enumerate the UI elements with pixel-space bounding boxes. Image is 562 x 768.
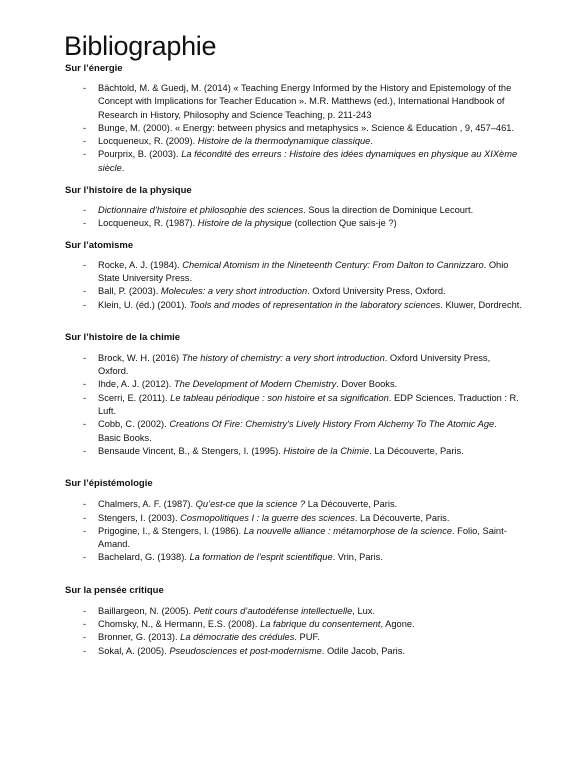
reference-list — [65, 259, 522, 312]
ref-text: Stengers, I. (2003). — [98, 512, 181, 523]
ref-title: Histoire de la thermodynamique classique — [197, 136, 371, 147]
section-pensee-critique — [65, 584, 522, 658]
ref-text: Ihde, A. J. (2012). — [98, 379, 174, 390]
reference-item: - Brock, W. H. (2016) The history of chemistry: a very short introduction. Oxford University Press, Oxford. — [83, 352, 491, 377]
section-heading: Sur l’histoire de la chimie — [65, 331, 181, 343]
ref-title: Dictionnaire d’histoire et philosophie des sciences — [98, 205, 304, 216]
ref-title: La fabrique du consentement — [260, 619, 381, 630]
ref-title: La démocratie des crédules — [180, 632, 295, 643]
reference-item: - Stengers, I. (2003). Cosmopolitiques I : la guerre des sciences. La Découverte, Paris. — [83, 512, 450, 523]
page-title: Bibliographie — [64, 31, 217, 61]
ref-text-end: . Oxford University Press, Oxford. — [98, 352, 491, 377]
ref-title: Pseudosciences et post-modernisme — [169, 645, 322, 656]
ref-text-end: . Ohio State University Press. — [98, 259, 509, 283]
reference-item: - Locqueneux, R. (1987). Histoire de la physique (collection Que sais-je ?) — [83, 218, 397, 229]
ref-text-end: . Vrin, Paris. — [332, 552, 383, 563]
reference-item: - Bachelard, G. (1938). La formation de l’esprit scientifique. Vrin, Paris. — [83, 552, 383, 563]
ref-text: Cobb, C. (2002). — [98, 419, 170, 430]
reference-item: - Pourprix, B. (2003). La fécondité des erreurs : Histoire des idées dynamiques en physique au XIXème siècle. — [83, 149, 518, 173]
reference-item: - Prigogine, I., & Stengers, I. (1986). La nouvelle alliance : métamorphose de la science. Folio, Saint-Amand. — [83, 525, 507, 550]
ref-text: Bensaude Vincent, B., & Stengers, I. (1995). — [98, 445, 284, 456]
reference-item: - Rocke, A. J. (1984). Chemical Atomism in the Nineteenth Century: From Dalton to Cannizzaro. Ohio State University Press. — [83, 259, 509, 283]
ref-text-end: . Dover Books. — [336, 379, 398, 390]
reference-item: - Locqueneux, R. (2009). Histoire de la thermodynamique classique. — [83, 136, 373, 147]
ref-text: Sokal, A. (2005). — [98, 645, 170, 656]
reference-list — [65, 498, 522, 564]
ref-text: Bachelard, G. (1938). — [98, 552, 190, 563]
ref-text-end: (collection Que sais-je ?) — [291, 218, 397, 229]
reference-item: - Cobb, C. (2002). Creations Of Fire: Chemistry's Lively History From Alchemy To The Atomic Age. Basic Books. — [83, 419, 497, 443]
reference-item: - Klein, U. (éd.) (2001). Tools and modes of representation in the laboratory sciences. Kluwer, Dordrecht. — [83, 299, 522, 310]
ref-text: Locqueneux, R. (2009). — [98, 136, 198, 147]
ref-text-end: . Folio, Saint-Amand. — [98, 525, 507, 550]
ref-text-end: . Kluwer, Dordrecht. — [440, 299, 522, 310]
section-heading: Sur l’histoire de la physique — [65, 185, 192, 197]
reference-item: - Bächtold, M. & Guedj, M. (2014) « Teaching Energy Informed by the History and Epistemology of the Concept with Implications for Teacher Education ». M.R. Matthews (ed.), International Handbook of Research in History, Philosophy and Science Teaching, p. 211-243 — [83, 83, 512, 120]
section-histoire-chimie — [65, 331, 522, 458]
ref-text-end: . EDP Sciences. Traduction : R. Luft. — [98, 392, 519, 417]
ref-title: Molecules: a very short introduction — [160, 286, 308, 297]
ref-text-end: . Oxford University Press, Oxford. — [307, 286, 446, 297]
ref-text: Prigogine, I., & Stengers, I. (1986). — [98, 525, 244, 536]
ref-text: Rocke, A. J. (1984). — [98, 259, 183, 270]
section-histoire-physique — [65, 184, 522, 231]
reference-item: - Sokal, A. (2005). Pseudosciences et post-modernisme. Odile Jacob, Paris. — [83, 645, 405, 656]
reference-item: - Ball, P. (2003). Molecules: a very short introduction. Oxford University Press, Oxford. — [83, 286, 446, 297]
reference-list — [65, 605, 522, 658]
ref-title: La nouvelle alliance : métamorphose de la science — [243, 525, 453, 536]
reference-item: - Bronner, G. (2013). La démocratie des crédules. PUF. — [83, 632, 320, 643]
ref-text: Locqueneux, R. (1987). — [98, 218, 198, 229]
ref-text-end: . Odile Jacob, Paris. — [321, 645, 405, 656]
ref-text-end: La Découverte, Paris. — [305, 499, 398, 510]
reference-list — [65, 352, 522, 458]
reference-item: - Dictionnaire d’histoire et philosophie des sciences. Sous la direction de Dominique Lecourt. — [83, 205, 474, 216]
ref-text-end: . Basic Books. — [98, 419, 497, 443]
ref-text: Bächtold, M. & Guedj, M. (2014) « Teaching Energy Informed by the History and Epistemology of the Concept with Implications for Teacher Education ». M.R. Matthews (ed.), International Handbook of Research in History, Philosophy and Science Teaching, p. 211-243 — [98, 83, 512, 120]
ref-text-end: . La Découverte, Paris. — [369, 445, 464, 456]
section-epistemologie — [65, 477, 522, 564]
ref-text: Scerri, E. (2011). — [98, 392, 171, 403]
section-heading: Sur l’énergie — [65, 63, 123, 74]
ref-title: Cosmopolitiques I : la guerre des sciences — [180, 512, 355, 523]
ref-text: Chomsky, N., & Hermann, E.S. (2008). — [98, 619, 261, 630]
ref-text: Baillargeon, N. (2005). — [98, 605, 194, 616]
ref-title: Chemical Atomism in the Nineteenth Century: From Dalton to Cannizzaro — [182, 259, 484, 270]
ref-title: Creations Of Fire: Chemistry's Lively History From Alchemy To The Atomic Age — [169, 419, 495, 430]
reference-item: - Baillargeon, N. (2005). Petit cours d’autodéfense intellectuelle, Lux. — [83, 605, 376, 616]
ref-text: Bronner, G. (2013). — [98, 632, 181, 643]
section-atomisme — [65, 239, 522, 312]
ref-text-end: . La Découverte, Paris. — [354, 512, 450, 523]
section-energie — [65, 62, 522, 175]
ref-text: Chalmers, A. F. (1987). — [98, 499, 196, 510]
ref-text: Brock, W. H. (2016) — [98, 352, 182, 363]
ref-title: La fécondité des erreurs : Histoire des idées dynamiques en physique au XIXème siècle — [98, 149, 518, 173]
reference-list — [65, 204, 522, 231]
reference-item: - Ihde, A. J. (2012). The Development of Modern Chemistry. Dover Books. — [83, 379, 398, 390]
reference-item: - Scerri, E. (2011). Le tableau périodique : son histoire et sa signification. EDP Sciences. Traduction : R. Luft. — [83, 392, 519, 417]
ref-title: Tools and modes of representation in the laboratory sciences — [189, 299, 441, 310]
reference-item: - Chalmers, A. F. (1987). Qu’est-ce que la science ? La Découverte, Paris. — [83, 499, 398, 510]
ref-text-end: . — [370, 136, 373, 147]
ref-title: La formation de l’esprit scientifique — [189, 552, 333, 563]
ref-title: Qu’est-ce que la science ? — [195, 499, 306, 510]
ref-title: The Development of Modern Chemistry — [173, 379, 337, 390]
ref-title: Histoire de la physique — [197, 218, 292, 229]
ref-text-end: . Sous la direction de Dominique Lecourt. — [303, 205, 474, 216]
ref-text-end: , Agone. — [380, 619, 415, 630]
ref-title: Histoire de la Chimie — [283, 445, 370, 456]
ref-text: Ball, P. (2003). — [98, 286, 161, 297]
ref-text: Klein, U. (éd.) (2001). — [98, 299, 190, 310]
ref-text: Pourprix, B. (2003). — [98, 149, 182, 160]
ref-text-end: , Lux. — [352, 605, 376, 616]
ref-text: Bunge, M. (2000). « Energy: between physics and metaphysics ». Science & Education , 9, 457–461. — [98, 122, 515, 133]
reference-item: - Bensaude Vincent, B., & Stengers, I. (1995). Histoire de la Chimie. La Découverte, Paris. — [83, 445, 464, 456]
reference-item: - Chomsky, N., & Hermann, E.S. (2008). La fabrique du consentement, Agone. — [83, 619, 415, 630]
section-heading: Sur la pensée critique — [65, 584, 164, 596]
section-heading: Sur l’atomisme — [65, 239, 134, 251]
ref-text-end: . — [121, 162, 125, 173]
ref-title: The history of chemistry: a very short introduction — [181, 352, 385, 363]
ref-title: Le tableau périodique : son histoire et sa signification — [170, 392, 389, 403]
section-heading: Sur l’épistémologie — [65, 478, 153, 490]
reference-list — [65, 82, 522, 175]
reference-item: - Bunge, M. (2000). « Energy: between physics and metaphysics ». Science & Education , 9, 457–461. — [83, 122, 515, 133]
ref-title: Petit cours d’autodéfense intellectuelle — [193, 605, 353, 616]
ref-text-end: . PUF. — [294, 632, 320, 643]
